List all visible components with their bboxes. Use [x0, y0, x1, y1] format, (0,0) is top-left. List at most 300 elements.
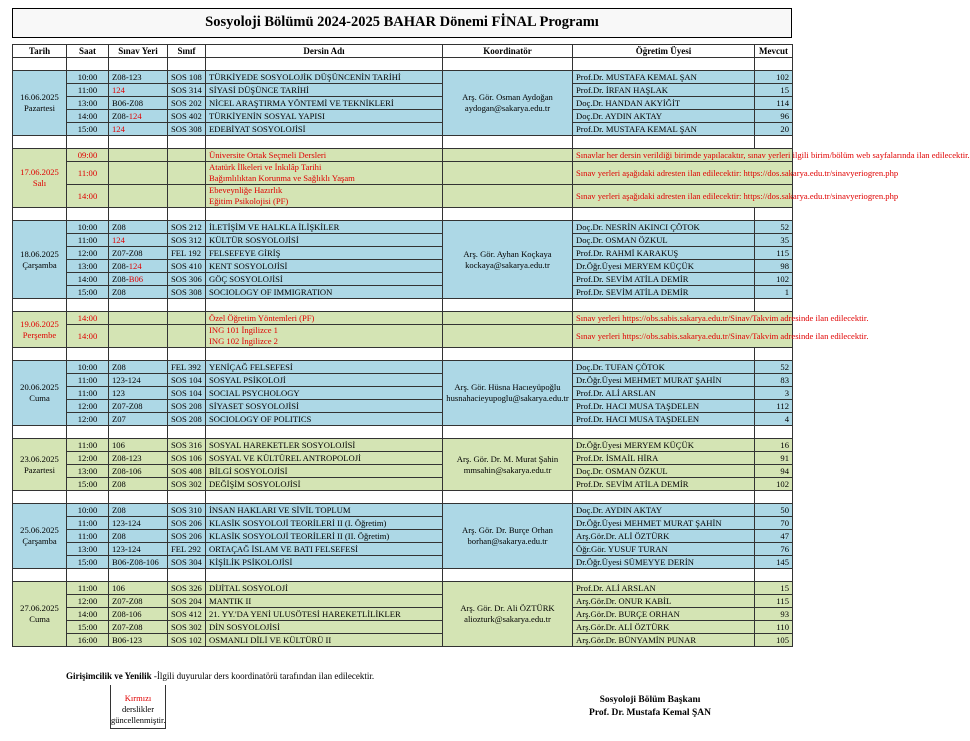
date: 17.06.2025: [20, 167, 59, 177]
enrollment-cell: 110: [755, 621, 793, 634]
enrollment-cell: 52: [755, 221, 793, 234]
table-row: [13, 387, 793, 400]
enrollment-cell: 20: [755, 123, 793, 136]
time-cell: 10:00: [67, 71, 109, 84]
instructor-cell: Dr.Öğr.Üyesi MEHMET MURAT ŞAHİN: [573, 374, 755, 387]
room: 124: [112, 84, 125, 95]
date: 16.06.2025: [20, 92, 59, 102]
table-row: [13, 504, 793, 517]
column-header: Saat: [67, 45, 109, 58]
class-cell: SOS 326: [168, 582, 206, 595]
time-cell: 13:00: [67, 465, 109, 478]
course-name-2: Bağımlılıktan Korunma ve Sağlıklı Yaşam: [209, 173, 355, 183]
room: Z07: [112, 413, 126, 424]
table-row: [13, 84, 793, 97]
weekday: Pazartesi: [23, 103, 56, 113]
coordinator-email[interactable]: aydogan@sakarya.edu.tr: [464, 103, 551, 113]
instructor-cell: Prof.Dr. HACI MUSA TAŞDELEN: [573, 413, 755, 426]
enrollment-cell: 15: [755, 84, 793, 97]
room-cell: [109, 71, 168, 84]
time-cell: 11:00: [67, 387, 109, 400]
coordinator-email[interactable]: aliozturk@sakarya.edu.tr: [464, 614, 551, 624]
enrollment-cell: 98: [755, 260, 793, 273]
course-cell: KİŞİLİK PSİKOLOJİSİ: [206, 556, 443, 569]
schedule-body: [13, 58, 970, 647]
table-row: [13, 439, 793, 452]
girisim-label: Girişimcilik ve Yenilik: [66, 671, 152, 681]
table-row: [13, 149, 793, 162]
exam-note: Sınav yerleri aşağıdaki adresten ilan edilecektir: https://dos.sakarya.edu.tr/sinavyeriogren.php: [573, 162, 793, 185]
enrollment-cell: 35: [755, 234, 793, 247]
time-cell: 10:00: [67, 504, 109, 517]
instructor-cell: Prof.Dr. ALİ ARSLAN: [573, 387, 755, 400]
exam-note: Sınav yerleri https://obs.sabis.sakarya.edu.tr/Sinav/Takvim adresinde ilan edilecektir.: [573, 312, 793, 325]
class-cell: SOS 102: [168, 634, 206, 647]
date: 25.06.2025: [20, 525, 59, 535]
instructor-cell: Doç.Dr. NESRİN AKINCI ÇÖTOK: [573, 221, 755, 234]
room: 123-124: [112, 374, 141, 385]
weekday: Salı: [32, 178, 47, 188]
room-cell: [109, 556, 168, 569]
table-row: [13, 478, 793, 491]
class-cell: SOS 412: [168, 608, 206, 621]
time-cell: 11:00: [67, 439, 109, 452]
course-name: Ebeveynliğe Hazırlık: [209, 185, 283, 195]
date-cell: [13, 71, 67, 136]
table-row: [13, 247, 793, 260]
class-cell: [168, 162, 206, 185]
room-cell: [109, 517, 168, 530]
time-cell: 11:00: [67, 234, 109, 247]
class-cell: SOS 206: [168, 530, 206, 543]
room-cell: [109, 84, 168, 97]
instructor-cell: Prof.Dr. SEVİM ATİLA DEMİR: [573, 478, 755, 491]
room-cell: [109, 286, 168, 299]
room: 124: [112, 234, 125, 245]
instructor-cell: Doç.Dr. HANDAN AKYİĞİT: [573, 97, 755, 110]
room: Z08-: [112, 260, 129, 271]
course-cell: YENİÇAĞ FELSEFESİ: [206, 361, 443, 374]
room-cell: [109, 312, 168, 325]
enrollment-cell: 102: [755, 71, 793, 84]
coordinator-email[interactable]: mmsahin@sakarya.edu.tr: [463, 464, 552, 475]
course-cell: SİYASET SOSYOLOJİSİ: [206, 400, 443, 413]
class-cell: SOS 312: [168, 234, 206, 247]
course-cell: MANTIK II: [206, 595, 443, 608]
room-cell: [109, 465, 168, 478]
course-name: ING 101 İngilizce 1: [209, 325, 278, 335]
coordinator-email[interactable]: kockaya@sakarya.edu.tr: [465, 259, 550, 270]
time-cell: 10:00: [67, 221, 109, 234]
enrollment-cell: 115: [755, 595, 793, 608]
class-cell: SOS 308: [168, 286, 206, 299]
room: Z08: [112, 221, 126, 232]
table-row: [13, 556, 793, 569]
time-cell: 14:00: [67, 110, 109, 123]
enrollment-cell: 70: [755, 517, 793, 530]
enrollment-cell: 112: [755, 400, 793, 413]
coordinator-cell: [443, 325, 573, 348]
instructor-cell: Prof.Dr. ALİ ARSLAN: [573, 582, 755, 595]
course-name: Özel Öğretim Yöntemleri (PF): [209, 312, 315, 323]
page-title: Sosyoloji Bölümü 2024-2025 BAHAR Dönemi FİNAL Programı: [12, 8, 792, 38]
instructor-cell: Arş.Gör.Dr. ONUR KABİL: [573, 595, 755, 608]
room-cell: [109, 413, 168, 426]
column-header: Öğretim Üyesi: [573, 45, 755, 58]
class-cell: SOS 204: [168, 595, 206, 608]
room-cell: [109, 374, 168, 387]
course-name-2: ING 102 İngilizce 2: [209, 336, 278, 346]
coordinator-name: Arş. Gör. Dr. M. Murat Şahin: [456, 453, 559, 464]
class-cell: SOS 310: [168, 504, 206, 517]
class-cell: SOS 208: [168, 400, 206, 413]
course-cell: SİYASİ DÜŞÜNCE TARİHİ: [206, 84, 443, 97]
date: 20.06.2025: [20, 382, 59, 392]
course-cell: SOCIOLOGY OF POLITICS: [206, 413, 443, 426]
time-cell: 12:00: [67, 247, 109, 260]
enrollment-cell: 114: [755, 97, 793, 110]
table-row: [13, 634, 793, 647]
room-cell: [109, 582, 168, 595]
time-cell: 15:00: [67, 286, 109, 299]
table-row: [13, 110, 793, 123]
column-header: Sınav Yeri: [109, 45, 168, 58]
course-cell: [206, 325, 443, 348]
room-cell: [109, 325, 168, 348]
column-header: Sınıf: [168, 45, 206, 58]
class-cell: SOS 302: [168, 621, 206, 634]
time-cell: 15:00: [67, 478, 109, 491]
room: Z08-: [112, 273, 129, 284]
room: 106: [112, 439, 125, 450]
class-cell: SOS 106: [168, 452, 206, 465]
course-name: Üniversite Ortak Seçmeli Dersleri: [209, 149, 327, 160]
instructor-cell: Dr.Öğr.Üyesi MERYEM KÜÇÜK: [573, 439, 755, 452]
date: 19.06.2025: [20, 318, 59, 329]
coordinator-cell: [443, 439, 573, 491]
time-cell: 13:00: [67, 260, 109, 273]
course-cell: DEĞİŞİM SOSYOLOJİSİ: [206, 478, 443, 491]
coordinator-cell: [443, 71, 573, 136]
course-cell: İNSAN HAKLARI VE SİVİL TOPLUM: [206, 504, 443, 517]
time-cell: 15:00: [67, 556, 109, 569]
enrollment-cell: 1: [755, 286, 793, 299]
course-cell: OSMANLI DİLİ VE KÜLTÜRÜ II: [206, 634, 443, 647]
column-header: Dersin Adı: [206, 45, 443, 58]
coordinator-cell: [443, 162, 573, 185]
course-cell: SOCIOLOGY OF IMMIGRATION: [206, 286, 443, 299]
date-cell: [13, 439, 67, 491]
course-cell: TÜRKİYEDE SOSYOLOJİK DÜŞÜNCENİN TARİHİ: [206, 71, 443, 84]
room-cell: [109, 361, 168, 374]
instructor-cell: Prof.Dr. HACI MUSA TAŞDELEN: [573, 400, 755, 413]
date: 23.06.2025: [20, 453, 59, 464]
department-head-signature: [560, 694, 740, 720]
instructor-cell: Dr.Öğr.Üyesi MEHMET MURAT ŞAHİN: [573, 517, 755, 530]
course-cell: DİJİTAL SOSYOLOJİ: [206, 582, 443, 595]
time-cell: 14:00: [67, 273, 109, 286]
table-row: [13, 595, 793, 608]
enrollment-cell: 15: [755, 582, 793, 595]
table-row: [13, 71, 793, 84]
enrollment-cell: 4: [755, 413, 793, 426]
enrollment-cell: 91: [755, 452, 793, 465]
course-name-2: Eğitim Psikolojisi (PF): [209, 196, 289, 206]
instructor-cell: Prof.Dr. İSMAİL HİRA: [573, 452, 755, 465]
time-cell: 16:00: [67, 634, 109, 647]
class-cell: SOS 402: [168, 110, 206, 123]
course-cell: EDEBİYAT SOSYOLOJİSİ: [206, 123, 443, 136]
room: 123: [112, 387, 125, 398]
instructor-cell: Prof.Dr. MUSTAFA KEMAL ŞAN: [573, 71, 755, 84]
date-cell: [13, 312, 67, 348]
class-cell: SOS 108: [168, 71, 206, 84]
weekday: Cuma: [29, 393, 50, 403]
table-row: [13, 543, 793, 556]
instructor-cell: Arş.Gör.Dr. BURÇE ORHAN: [573, 608, 755, 621]
instructor-cell: Doç.Dr. AYDIN AKTAY: [573, 110, 755, 123]
footer-note: [66, 671, 374, 681]
coordinator-cell: [443, 361, 573, 426]
table-row: [13, 452, 793, 465]
coordinator-name: Arş. Gör. Hüsna Hacıeyüpoğlu: [454, 382, 561, 392]
enrollment-cell: 50: [755, 504, 793, 517]
coordinator-name: Arş. Gör. Dr. Burçe Orhan: [462, 525, 553, 535]
sign-title: Sosyoloji Bölüm Başkanı: [599, 695, 701, 705]
instructor-cell: Prof.Dr. SEVİM ATİLA DEMİR: [573, 286, 755, 299]
room-cell: [109, 273, 168, 286]
coordinator-cell: [443, 582, 573, 647]
time-cell: 13:00: [67, 97, 109, 110]
table-row: [13, 123, 793, 136]
room-cell: [109, 608, 168, 621]
instructor-cell: Prof.Dr. İRFAN HAŞLAK: [573, 84, 755, 97]
date: 27.06.2025: [20, 603, 59, 613]
separator-row: [13, 208, 793, 221]
table-row: [13, 621, 793, 634]
class-cell: FEL 192: [168, 247, 206, 260]
table-row: [13, 608, 793, 621]
enrollment-cell: 52: [755, 361, 793, 374]
coordinator-email[interactable]: husnahacieyupoglu@sakarya.edu.tr: [446, 393, 569, 403]
course-cell: [206, 162, 443, 185]
column-header: Mevcut: [755, 45, 793, 58]
room-cell: [109, 400, 168, 413]
instructor-cell: Prof.Dr. RAHMİ KARAKUŞ: [573, 247, 755, 260]
course-name: Atatürk İlkeleri ve İnkılâp Tarihi: [209, 162, 322, 172]
room: Z08: [112, 478, 126, 489]
class-cell: [168, 185, 206, 208]
class-cell: FEL 392: [168, 361, 206, 374]
time-cell: 09:00: [67, 149, 109, 162]
separator-row: [13, 299, 793, 312]
enrollment-cell: 83: [755, 374, 793, 387]
room-cell: [109, 123, 168, 136]
weekday: Pazartesi: [23, 464, 56, 475]
class-cell: [168, 312, 206, 325]
table-row: [13, 221, 793, 234]
separator-row: [13, 136, 793, 149]
room: B06-Z08: [112, 97, 144, 108]
class-cell: SOS 206: [168, 517, 206, 530]
time-cell: 12:00: [67, 452, 109, 465]
course-cell: [206, 149, 443, 162]
date: 18.06.2025: [20, 248, 59, 259]
course-cell: BİLGİ SOSYOLOJİSİ: [206, 465, 443, 478]
room-cell: [109, 478, 168, 491]
table-row: [13, 97, 793, 110]
room-cell: [109, 162, 168, 185]
coordinator-cell: [443, 312, 573, 325]
room-cell: [109, 530, 168, 543]
instructor-cell: Arş.Gör.Dr. ALİ ÖZTÜRK: [573, 621, 755, 634]
enrollment-cell: 93: [755, 608, 793, 621]
room-cell: [109, 260, 168, 273]
room-cell: [109, 247, 168, 260]
room: Z08: [112, 286, 126, 297]
coordinator-name: Arş. Gör. Ayhan Koçkaya: [463, 248, 552, 259]
class-cell: SOS 410: [168, 260, 206, 273]
table-row: [13, 361, 793, 374]
course-cell: SOCIAL PSYCHOLOGY: [206, 387, 443, 400]
enrollment-cell: 76: [755, 543, 793, 556]
table-row: [13, 517, 793, 530]
enrollment-cell: 145: [755, 556, 793, 569]
class-cell: SOS 104: [168, 374, 206, 387]
course-cell: KLASİK SOSYOLOJİ TEORİLERİ II (I. Öğretim): [206, 517, 443, 530]
date-cell: [13, 582, 67, 647]
table-row: [13, 185, 793, 208]
separator-row: [13, 348, 793, 361]
time-cell: 14:00: [67, 325, 109, 348]
table-row: [13, 530, 793, 543]
time-cell: 11:00: [67, 374, 109, 387]
instructor-cell: Arş.Gör.Dr. ALİ ÖZTÜRK: [573, 530, 755, 543]
enrollment-cell: 47: [755, 530, 793, 543]
time-cell: 14:00: [67, 312, 109, 325]
enrollment-cell: 16: [755, 439, 793, 452]
exam-note: Sınav yerleri https://obs.sabis.sakarya.edu.tr/Sinav/Takvim adresinde ilan edilecektir.: [573, 325, 793, 348]
course-cell: NİCEL ARAŞTIRMA YÖNTEMİ VE TEKNİKLERİ: [206, 97, 443, 110]
class-cell: [168, 149, 206, 162]
room-cell: [109, 452, 168, 465]
instructor-cell: Doç.Dr. OSMAN ÖZKUL: [573, 465, 755, 478]
class-cell: SOS 104: [168, 387, 206, 400]
course-cell: KLASİK SOSYOLOJİ TEORİLERİ II (II. Öğretim): [206, 530, 443, 543]
course-cell: TÜRKİYENİN SOSYAL YAPISI: [206, 110, 443, 123]
time-cell: 12:00: [67, 413, 109, 426]
time-cell: 14:00: [67, 185, 109, 208]
table-row: [13, 374, 793, 387]
room: B06-Z08-106: [112, 556, 159, 567]
course-cell: DİN SOSYOLOJİSİ: [206, 621, 443, 634]
enrollment-cell: 96: [755, 110, 793, 123]
girisim-text: -İlgili duyurular ders koordinatörü tarafından ilan edilecektir.: [151, 671, 375, 681]
room: Z08-123: [112, 71, 142, 82]
coordinator-email[interactable]: borhan@sakarya.edu.tr: [467, 536, 548, 546]
instructor-cell: Doç.Dr. AYDIN AKTAY: [573, 504, 755, 517]
separator-row: [13, 58, 793, 71]
date-cell: [13, 361, 67, 426]
room: Z07-Z08: [112, 400, 143, 411]
separator-row: [13, 491, 793, 504]
room-updated: B06: [128, 273, 144, 284]
weekday: Perşembe: [22, 329, 57, 340]
time-cell: 11:00: [67, 84, 109, 97]
room-cell: [109, 621, 168, 634]
table-row: [13, 312, 793, 325]
instructor-cell: Prof.Dr. MUSTAFA KEMAL ŞAN: [573, 123, 755, 136]
instructor-cell: Doç.Dr. TUFAN ÇÖTOK: [573, 361, 755, 374]
room-cell: [109, 185, 168, 208]
table-row: [13, 162, 793, 185]
table-row: [13, 234, 793, 247]
instructor-cell: Prof.Dr. SEVİM ATİLA DEMİR: [573, 273, 755, 286]
table-row: [13, 260, 793, 273]
course-cell: FELSEFEYE GİRİŞ: [206, 247, 443, 260]
weekday: Cuma: [29, 614, 50, 624]
course-cell: KÜLTÜR SOSYOLOJİSİ: [206, 234, 443, 247]
room-cell: [109, 221, 168, 234]
class-cell: SOS 202: [168, 97, 206, 110]
class-cell: SOS 308: [168, 123, 206, 136]
table-row: [13, 286, 793, 299]
coordinator-cell: [443, 221, 573, 299]
course-cell: KENT SOSYOLOJİSİ: [206, 260, 443, 273]
legend-red-word: Kırmızı: [124, 693, 152, 703]
color-legend: [110, 685, 166, 729]
time-cell: 11:00: [67, 162, 109, 185]
time-cell: 11:00: [67, 530, 109, 543]
time-cell: 15:00: [67, 123, 109, 136]
room: Z08-106: [112, 608, 142, 619]
room-updated: 124: [128, 260, 142, 271]
table-row: [13, 400, 793, 413]
course-cell: SOSYAL VE KÜLTÜREL ANTROPOLOJİ: [206, 452, 443, 465]
room-cell: [109, 149, 168, 162]
coordinator-name: Arş. Gör. Osman Aydoğan: [462, 92, 553, 102]
instructor-cell: Dr.Öğr.Üyesi SÜMEYYE DERİN: [573, 556, 755, 569]
coordinator-name: Arş. Gör. Dr. Ali ÖZTÜRK: [460, 603, 555, 613]
class-cell: SOS 304: [168, 556, 206, 569]
enrollment-cell: 115: [755, 247, 793, 260]
room: Z08: [112, 504, 126, 515]
time-cell: 10:00: [67, 361, 109, 374]
room: Z07-Z08: [112, 595, 143, 606]
table-row: [13, 273, 793, 286]
room: Z08-123: [112, 452, 142, 463]
date-cell: [13, 149, 67, 208]
time-cell: 12:00: [67, 595, 109, 608]
room: Z08-106: [112, 465, 142, 476]
coordinator-cell: [443, 504, 573, 569]
room: 123-124: [112, 517, 141, 528]
legend-rest: derslikler güncellenmiştir.: [111, 704, 166, 725]
course-cell: [206, 185, 443, 208]
room-cell: [109, 595, 168, 608]
class-cell: SOS 212: [168, 221, 206, 234]
exam-note: Sınavlar her dersin verildiği birimde yapılacaktır, sınav yerleri ilgili birim/bölüm web sayfalarında ilan edilecektir.: [573, 149, 793, 162]
course-cell: SOSYAL PSİKOLOJİ: [206, 374, 443, 387]
column-header: Tarih: [13, 45, 67, 58]
time-cell: 11:00: [67, 582, 109, 595]
table-row: [13, 413, 793, 426]
instructor-cell: Öğr.Gör. YUSUF TURAN: [573, 543, 755, 556]
room: Z08: [112, 530, 126, 541]
weekday: Çarşamba: [22, 259, 57, 270]
room: Z08-: [112, 110, 129, 121]
room-cell: [109, 504, 168, 517]
